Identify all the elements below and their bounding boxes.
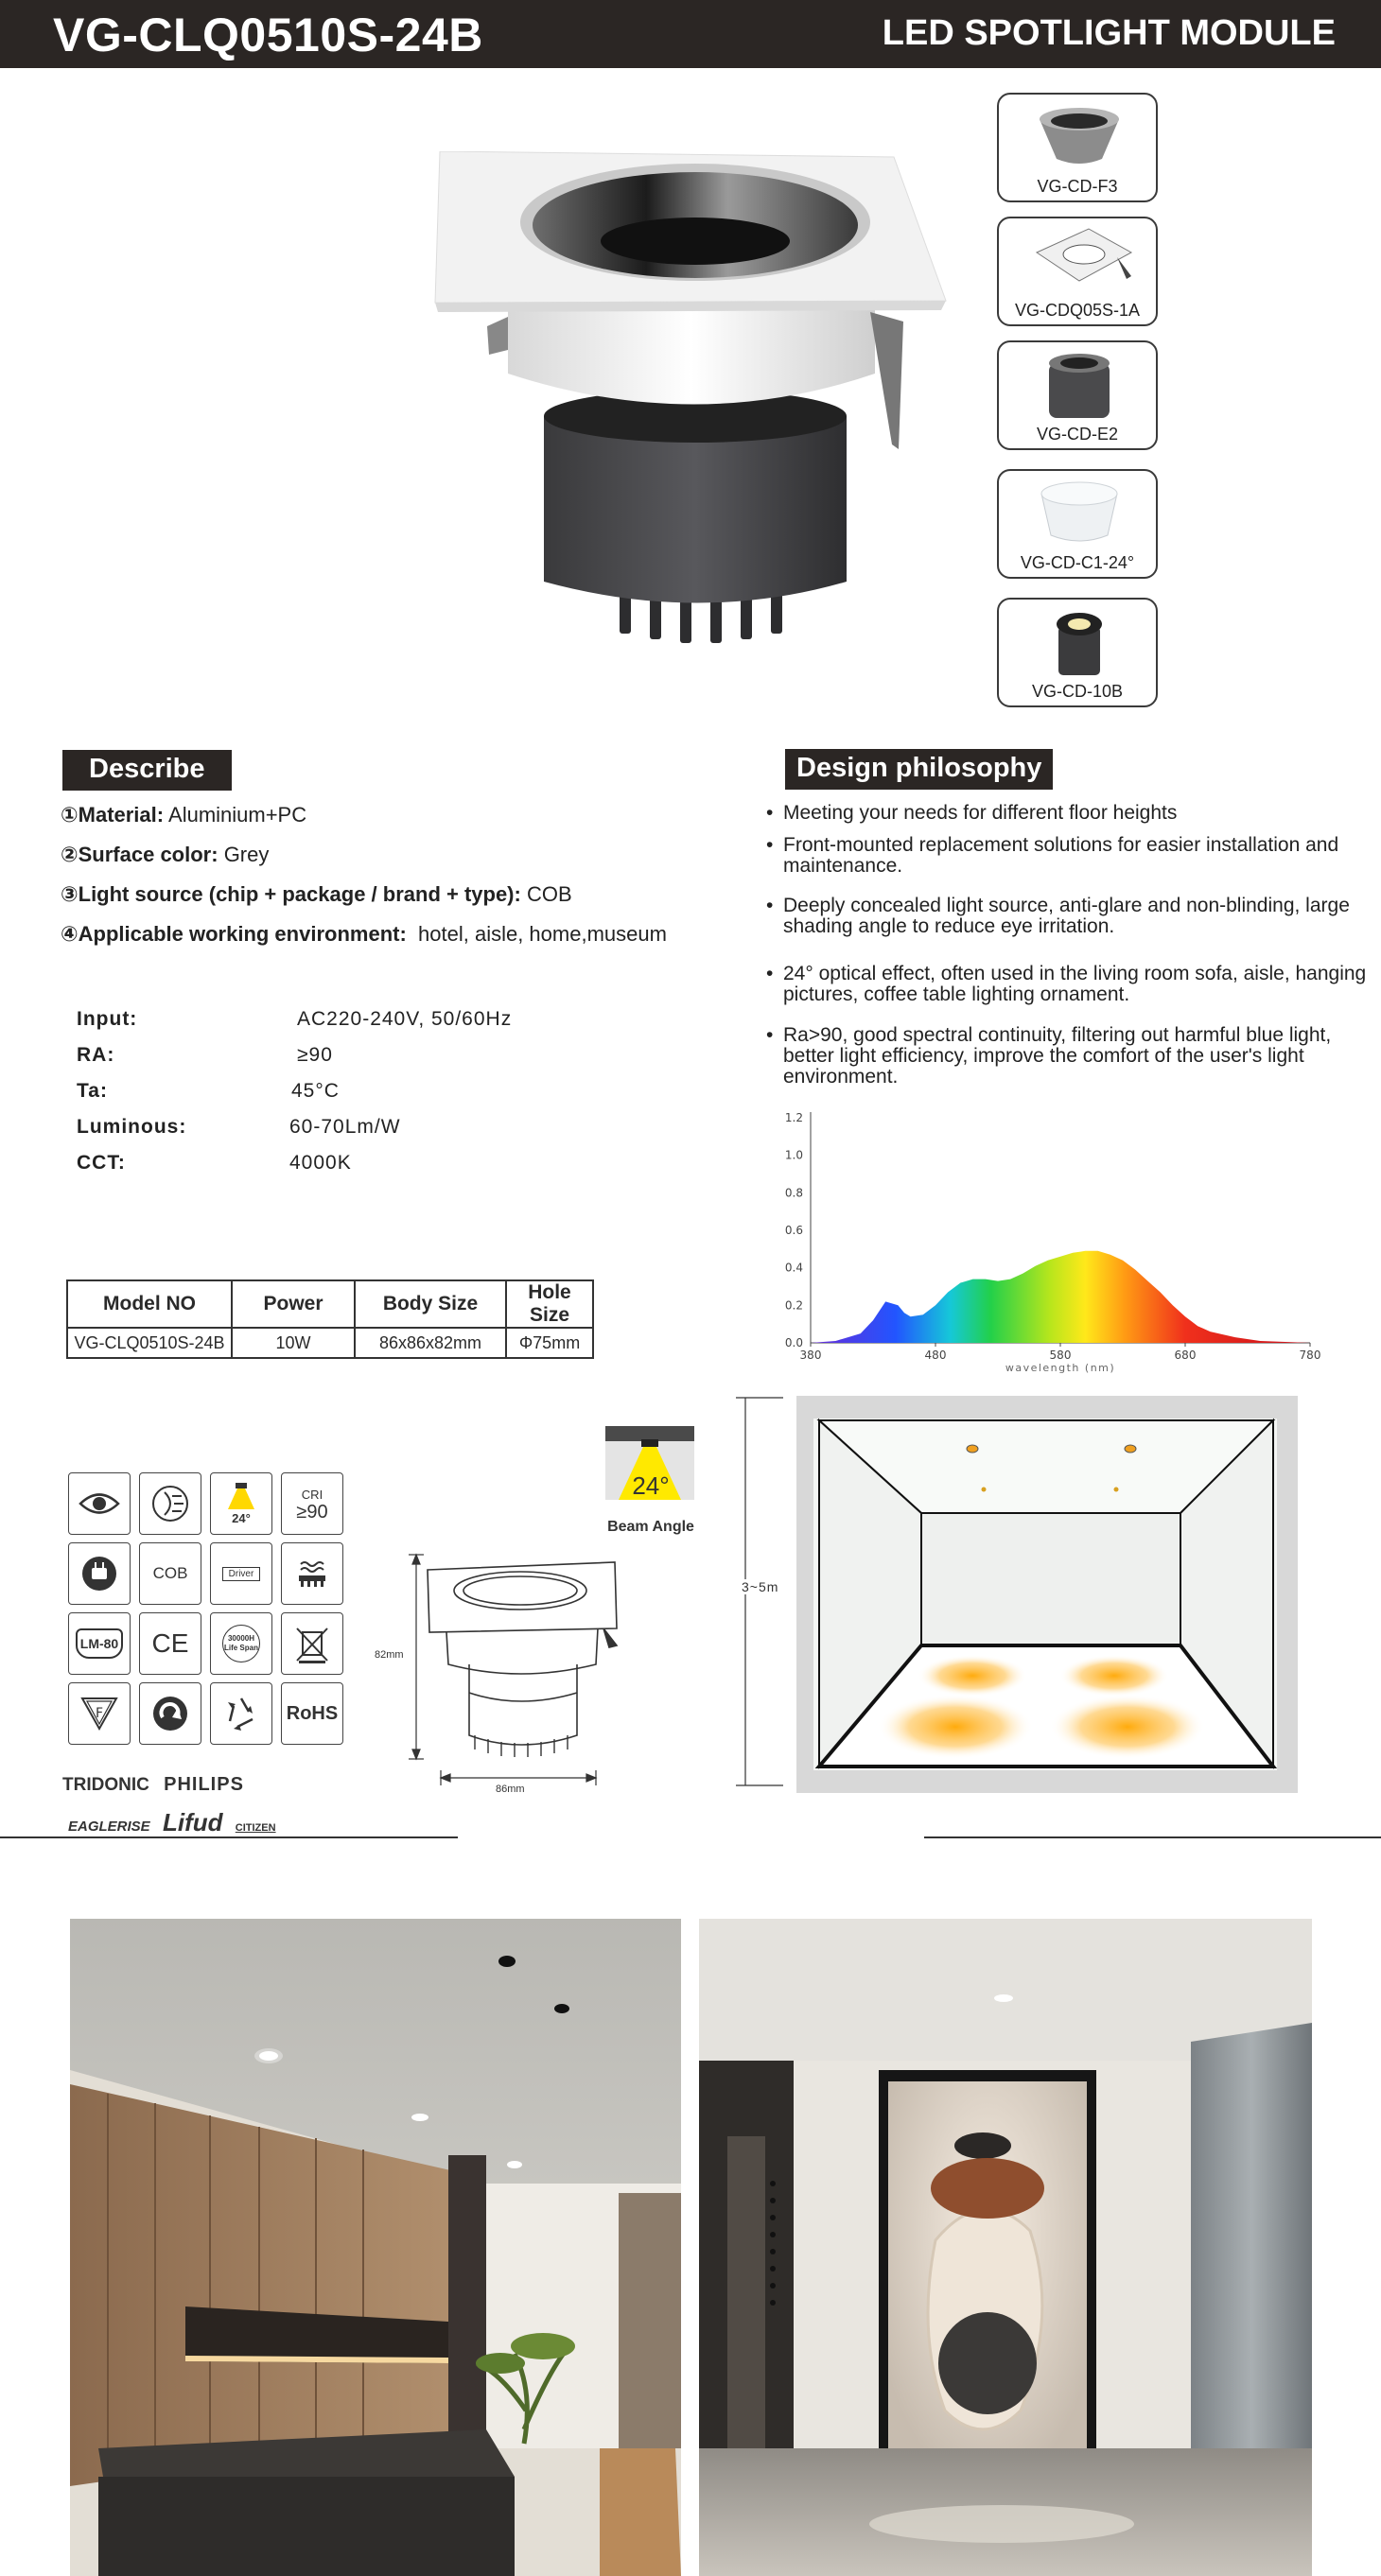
x-tick-label: 380 — [799, 1349, 822, 1362]
x-tick-label: 580 — [1049, 1349, 1072, 1362]
dimension-height: 82mm — [375, 1649, 404, 1661]
lm80-icon: LM-80 — [68, 1612, 131, 1675]
table-header: Power — [232, 1280, 355, 1328]
accessory-label: VG-CD-10B — [1031, 682, 1124, 701]
y-tick-label: 1.2 — [784, 1111, 803, 1124]
table-header: Body Size — [355, 1280, 506, 1328]
design-bullet: • Ra>90, good spectral continuity, filtering out harmful blue light, better light efficiency, improve the comfort of the user's light environment. — [783, 1025, 1370, 1088]
f-mark-icon — [68, 1682, 131, 1745]
accessory-label: VG-CD-C1-24° — [1020, 553, 1135, 572]
brand-eaglerise: EAGLERISE — [68, 1819, 150, 1835]
y-tick-label: 1.0 — [784, 1148, 803, 1162]
x-axis-label: wavelength (nm) — [1005, 1362, 1116, 1374]
plug-icon — [68, 1542, 131, 1605]
x-tick-label: 780 — [1299, 1349, 1321, 1362]
room-lighting-diagram — [728, 1390, 1300, 1797]
accessory-card — [997, 93, 1158, 202]
spec-value: 4000K — [289, 1152, 352, 1174]
table-cell: 86x86x82mm — [355, 1328, 506, 1358]
design-tag: Design philosophy — [785, 749, 1053, 790]
x-tick-label: 480 — [924, 1349, 947, 1362]
brand-philips: PHILIPS — [164, 1774, 244, 1795]
model-title: VG-CLQ0510S-24B — [53, 9, 483, 61]
svg-text:F: F — [95, 1706, 104, 1721]
table-cell: Φ75mm — [506, 1328, 593, 1358]
design-bullet: • 24° optical effect, often used in the living room sofa, aisle, hanging pictures, coffee table lighting ornament. — [783, 964, 1370, 1005]
divider-left — [0, 1836, 458, 1838]
y-tick-label: 0.2 — [784, 1298, 803, 1313]
cob-icon: COB — [139, 1542, 201, 1605]
accessory-card — [997, 598, 1158, 707]
gallery-scene-photo — [699, 1919, 1312, 2576]
rohs-icon: RoHS — [281, 1682, 343, 1745]
accessory-card — [997, 340, 1158, 450]
spec-value: 60-70Lm/W — [289, 1116, 401, 1138]
product-image — [430, 151, 960, 643]
design-bullet: • Front-mounted replacement solutions for easier installation and maintenance. — [783, 835, 1370, 877]
design-bullet: • Deeply concealed light source, anti-glare and non-blinding, large shading angle to reduce eye irritation. — [783, 896, 1370, 937]
model-table — [66, 1279, 594, 1359]
feature-icon-grid — [68, 1472, 352, 1756]
recycle-icon — [210, 1682, 272, 1745]
divider-right — [924, 1836, 1381, 1838]
beam-angle-value: 24° — [632, 1471, 670, 1500]
spec-label: Input: — [77, 1008, 138, 1030]
table-cell: VG-CLQ0510S-24B — [67, 1328, 232, 1358]
spec-label: Ta: — [77, 1080, 108, 1102]
beam-angle-label: Beam Angle — [607, 1519, 694, 1535]
y-tick-label: 0.6 — [784, 1224, 803, 1237]
accessory-label: VG-CDQ05S-1A — [1014, 301, 1141, 320]
accessory-label: VG-CD-F3 — [1037, 177, 1118, 196]
module-icon — [1032, 605, 1127, 681]
describe-item: ①Material: Aluminium+PC — [61, 803, 307, 827]
eye-icon — [68, 1472, 131, 1535]
spec-value: 45°C — [291, 1080, 340, 1102]
table-row — [67, 1328, 593, 1358]
kitchen-scene-photo — [70, 1919, 681, 2576]
y-tick-label: 0.8 — [784, 1186, 803, 1200]
cri-icon: CRI ≥90 — [281, 1472, 343, 1535]
y-tick-label: 0.4 — [784, 1261, 803, 1275]
describe-item: ②Surface color: Grey — [61, 843, 270, 866]
spec-label: Luminous: — [77, 1116, 187, 1138]
y-tick-label: 0.0 — [784, 1336, 803, 1349]
header-bar — [0, 0, 1381, 68]
describe-tag: Describe — [62, 750, 232, 791]
brand-tridonic: TRIDONIC — [62, 1775, 149, 1795]
dimension-drawing — [369, 1541, 634, 1797]
x-tick-label: 680 — [1174, 1349, 1197, 1362]
brand-logo — [68, 1808, 276, 1837]
category-title: LED SPOTLIGHT MODULE — [882, 13, 1336, 53]
anti-glare-icon — [139, 1472, 201, 1535]
reflector-icon — [1032, 100, 1127, 176]
housing-icon — [1032, 348, 1127, 424]
table-cell: 10W — [232, 1328, 355, 1358]
frame-icon — [1032, 224, 1136, 300]
describe-item: ③Light source (chip + package / brand + type): COB — [61, 882, 572, 906]
accessory-label: VG-CD-E2 — [1036, 425, 1118, 444]
brand-lifud: Lifud — [162, 1808, 223, 1836]
spec-value: AC220-240V, 50/60Hz — [297, 1008, 513, 1030]
recycle-arrow-icon — [139, 1682, 201, 1745]
driver-icon: Driver — [210, 1542, 272, 1605]
spec-value: ≥90 — [297, 1044, 333, 1066]
table-header: Model NO — [67, 1280, 232, 1328]
weee-icon — [281, 1612, 343, 1675]
dimension-width: 86mm — [496, 1784, 525, 1795]
table-header: Hole Size — [506, 1280, 593, 1328]
spec-label: CCT: — [77, 1152, 126, 1174]
accessory-card — [997, 469, 1158, 579]
brand-logo — [62, 1774, 244, 1796]
room-height-label: 3~5m — [742, 1579, 779, 1594]
describe-item: ④Applicable working environment: hotel, aisle, home,museum — [61, 922, 667, 946]
table-header-row — [67, 1280, 593, 1328]
design-bullet: • Meeting your needs for different floor heights — [783, 803, 1370, 824]
heatsink-icon — [281, 1542, 343, 1605]
ce-icon: CE — [139, 1612, 201, 1675]
spec-label: RA: — [77, 1044, 115, 1066]
lifespan-icon: 30000H Life Span — [210, 1612, 272, 1675]
lens-icon — [1032, 477, 1127, 552]
brand-citizen: CITIZEN — [235, 1822, 276, 1834]
spectrum-chart — [771, 1097, 1338, 1381]
beam-24-icon: 24° — [210, 1472, 272, 1535]
accessory-card — [997, 217, 1158, 326]
spectrum-area — [811, 1251, 1310, 1343]
